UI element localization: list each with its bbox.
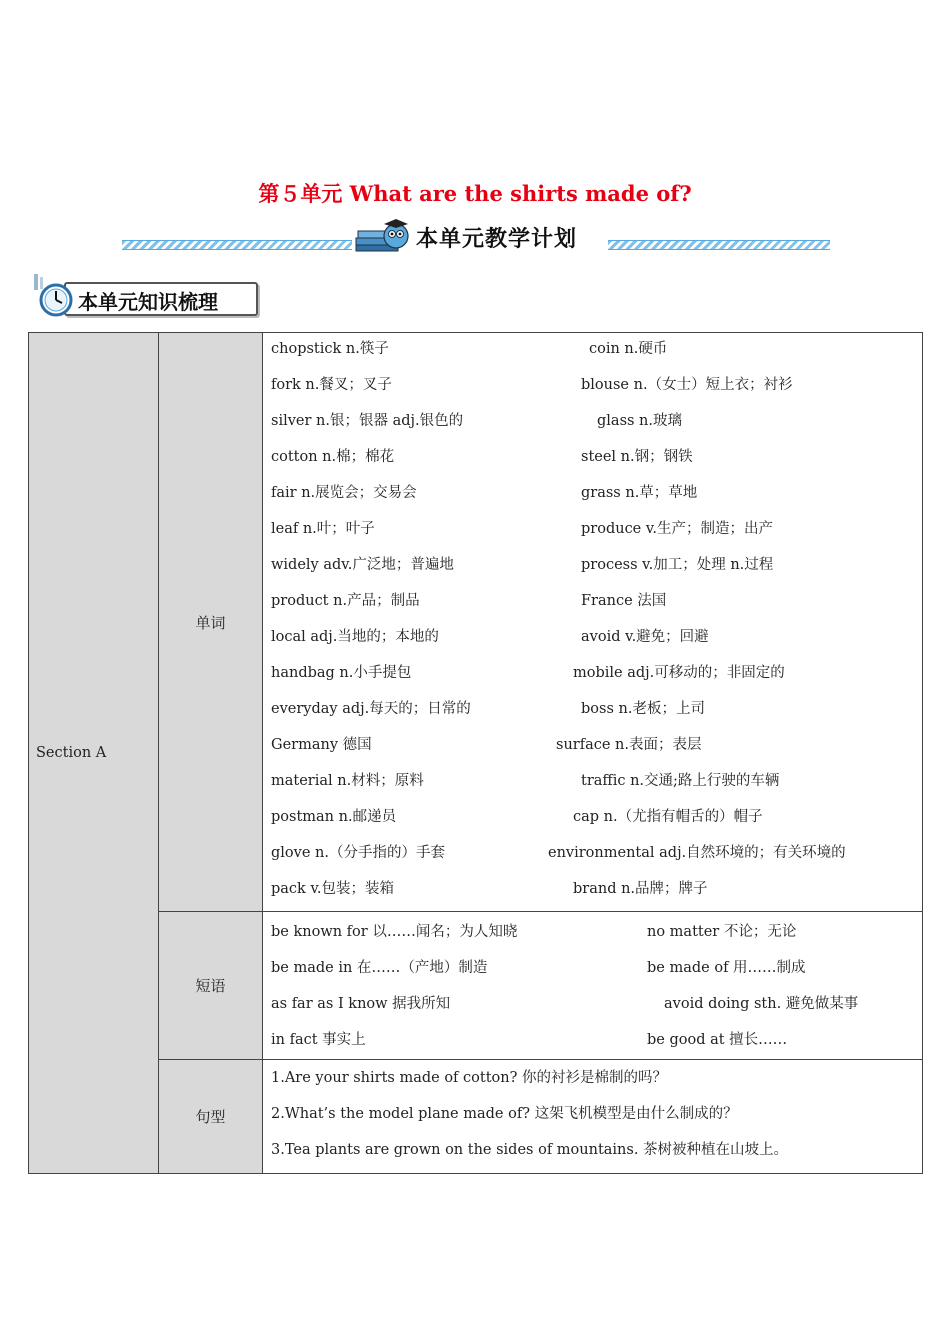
- entry-left: cotton n.棉；棉花: [271, 448, 395, 465]
- sentence-item: 3.Tea plants are grown on the sides of mountains. 茶树被种植在山坡上。: [271, 1142, 789, 1158]
- entry-left: product n.产品；制品: [271, 592, 420, 609]
- list-item: [271, 617, 922, 653]
- sentences-list: [271, 1060, 922, 1168]
- sentence-item: 1.Are your shirts made of cotton? 你的衬衫是棉制的吗？: [271, 1070, 667, 1086]
- entry-right: no matter 不论；无论: [647, 923, 797, 940]
- entry-right: steel n.钢；钢铁: [581, 448, 693, 465]
- entry-right: surface n.表面；表层: [556, 736, 702, 753]
- phrases-row: [29, 912, 923, 1060]
- section-heading-text: 本单元知识梳理: [78, 290, 218, 314]
- banner-stripe-right: [608, 240, 830, 250]
- sentences-cell: [263, 1060, 923, 1174]
- list-item: [271, 509, 922, 545]
- entry-left: pack v.包装；装箱: [271, 880, 395, 897]
- entry-left: Germany 德国: [271, 736, 372, 753]
- entry-left: glove n.（分手指的）手套: [271, 844, 445, 861]
- entry-right: avoid v.避免；回避: [581, 628, 709, 645]
- entry-left: material n.材料；原料: [271, 772, 424, 789]
- list-item: [271, 797, 922, 833]
- entry-right: traffic n.交通;路上行驶的车辆: [581, 772, 780, 789]
- knowledge-summary-heading: [30, 272, 260, 318]
- entry-left: handbag n.小手提包: [271, 664, 412, 681]
- entry-left: local adj.当地的；本地的: [271, 628, 439, 645]
- words-category: 单词: [159, 333, 263, 912]
- phrases-cell: [263, 912, 923, 1060]
- clock-icon: [30, 272, 78, 318]
- entry-left: fork n.餐叉；叉子: [271, 376, 392, 393]
- phrases-list: [271, 912, 922, 1056]
- entry-left: in fact 事实上: [271, 1031, 366, 1048]
- entry-left: as far as I know 据我所知: [271, 995, 451, 1012]
- sentence-item: 2.What’s the model plane made of? 这架飞机模型是由什么制成的？: [271, 1106, 738, 1122]
- list-item: [271, 725, 922, 761]
- entry-right: blouse n.（女士）短上衣；衬衫: [581, 376, 793, 393]
- entry-left: be made in 在……（产地）制造: [271, 959, 488, 976]
- sentences-category: 句型: [159, 1060, 263, 1174]
- list-item: [271, 545, 922, 581]
- entry-left: silver n.银；银器 adj.银色的: [271, 412, 464, 429]
- entry-left: fair n.展览会；交易会: [271, 484, 417, 501]
- books-owl-icon: [354, 218, 410, 254]
- entry-right: grass n.草；草地: [581, 484, 698, 501]
- list-item: [271, 912, 922, 948]
- banner-stripe-left: [122, 240, 352, 250]
- list-item: [271, 437, 922, 473]
- entry-right: be good at 擅长……: [647, 1031, 788, 1048]
- entry-left: everyday adj.每天的；日常的: [271, 700, 471, 717]
- entry-right: boss n.老板；上司: [581, 700, 705, 717]
- entry-right: brand n.品牌；牌子: [573, 880, 708, 897]
- list-item: [271, 653, 922, 689]
- entry-right: avoid doing sth. 避免做某事: [664, 995, 859, 1012]
- unit-title: 第５单元 What are the shirts made of?: [258, 181, 692, 206]
- entry-left: postman n.邮递员: [271, 808, 397, 825]
- list-item: [271, 1020, 922, 1056]
- words-list: [271, 329, 922, 905]
- entry-right: glass n.玻璃: [597, 412, 683, 429]
- entry-right: coin n.硬币: [589, 340, 668, 357]
- entry-right: environmental adj.自然环境的；有关环境的: [548, 844, 846, 861]
- list-item: [271, 948, 922, 984]
- list-item: [271, 365, 922, 401]
- words-row: [29, 333, 923, 912]
- entry-right: produce v.生产；制造；出产: [581, 520, 773, 537]
- entry-right: France 法国: [581, 592, 667, 609]
- list-item: [271, 401, 922, 437]
- list-item: [271, 689, 922, 725]
- sentences-row: [29, 1060, 923, 1174]
- entry-left: widely adv.广泛地；普遍地: [271, 556, 454, 573]
- banner-title: 本单元教学计划: [416, 227, 578, 252]
- entry-right: be made of 用……制成: [647, 959, 806, 976]
- section-label: Section A: [29, 333, 159, 1174]
- list-item: [271, 984, 922, 1020]
- list-item: [271, 833, 922, 869]
- entry-left: be known for 以……闻名；为人知晓: [271, 923, 518, 940]
- teaching-plan-banner: [122, 218, 830, 258]
- list-item: [271, 329, 922, 365]
- knowledge-table: [28, 332, 923, 1174]
- entry-left: leaf n.叶；叶子: [271, 520, 375, 537]
- phrases-category: 短语: [159, 912, 263, 1060]
- list-item: [271, 581, 922, 617]
- words-cell: [263, 333, 923, 912]
- list-item: [271, 869, 922, 905]
- entry-right: mobile adj.可移动的；非固定的: [573, 664, 785, 681]
- entry-right: cap n.（尤指有帽舌的）帽子: [573, 808, 763, 825]
- list-item: [271, 761, 922, 797]
- entry-left: chopstick n.筷子: [271, 340, 389, 357]
- list-item: [271, 473, 922, 509]
- entry-right: process v.加工；处理 n.过程: [581, 556, 774, 573]
